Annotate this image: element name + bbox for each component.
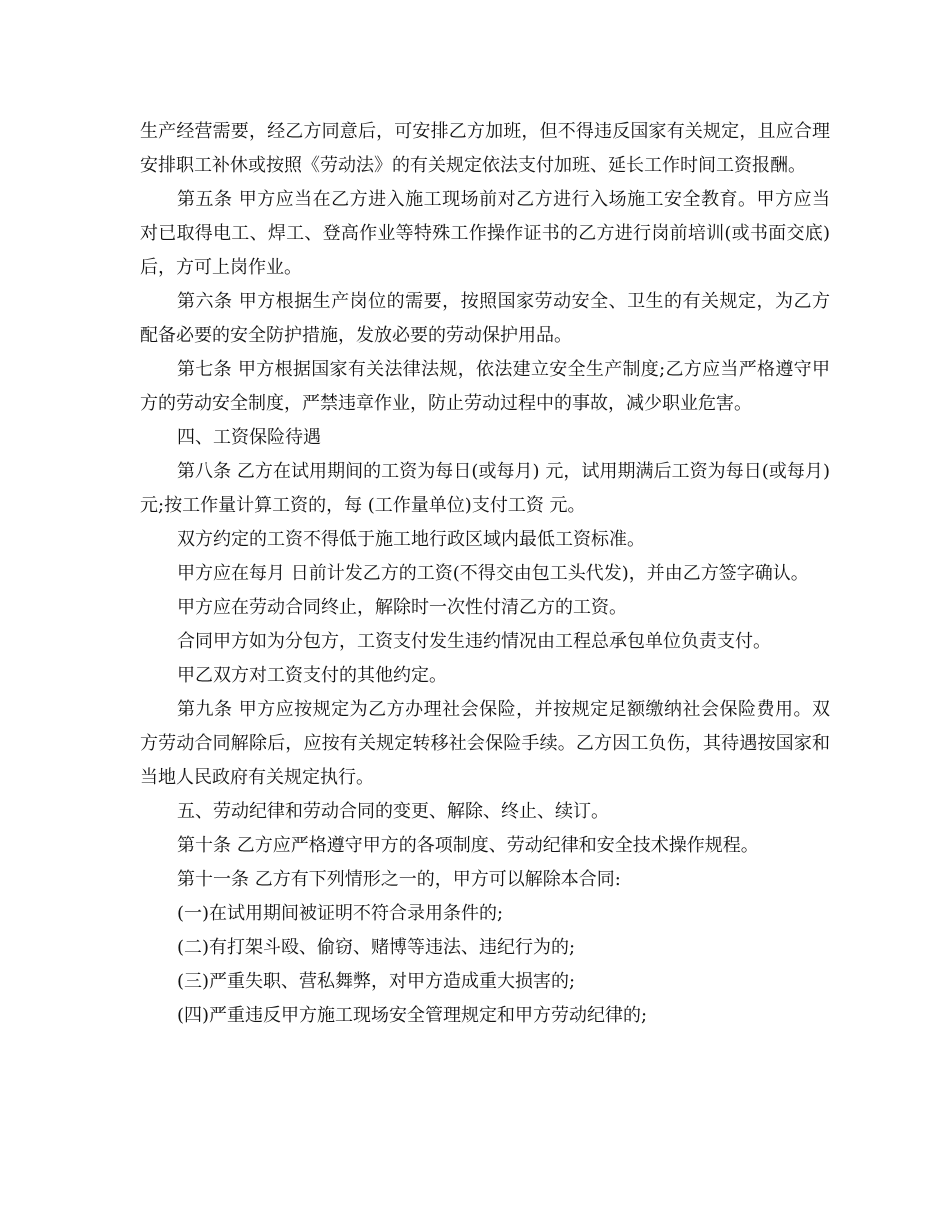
section-heading-wages-insurance: 四、工资保险待遇 (177, 427, 321, 448)
list-item-1: (一)在试用期间被证明不符合录用条件的; (177, 903, 504, 924)
list-item-3: (三)严重失职、营私舞弊，对甲方造成重大损害的; (177, 971, 576, 992)
paragraph-article-7: 第七条 甲方根据国家有关法律法规，依法建立安全生产制度;乙方应当严格遵守甲方的劳动安全制度，严禁违章作业，防止劳动过程中的事故，减少职业危害。 (140, 359, 830, 414)
paragraph-subcontractor-pay: 合同甲方如为分包方，工资支付发生违约情况由工程总承包单位负责支付。 (177, 631, 771, 652)
paragraph-article-11: 第十一条 乙方有下列情形之一的，甲方可以解除本合同: (177, 869, 621, 890)
paragraph-article-5: 第五条 甲方应当在乙方进入施工现场前对乙方进行入场施工安全教育。甲方应当对已取得电工、焊工、登高作业等特殊工作操作证书的乙方进行岗前培训(或书面交底)后，方可上岗作业。 (140, 189, 830, 278)
list-item-4: (四)严重违反甲方施工现场安全管理规定和甲方劳动纪律的; (177, 1005, 648, 1026)
document-body (140, 115, 830, 1033)
paragraph-final-pay: 甲方应在劳动合同终止，解除时一次性付清乙方的工资。 (177, 597, 627, 618)
list-item-2: (二)有打架斗殴、偷窃、赌博等违法、违纪行为的; (177, 937, 576, 958)
paragraph-article-10: 第十条 乙方应严格遵守甲方的各项制度、劳动纪律和安全技术操作规程。 (177, 835, 759, 856)
paragraph-article-9: 第九条 甲方应按规定为乙方办理社会保险，并按规定足额缴纳社会保险费用。双方劳动合同解除后，应按有关规定转移社会保险手续。乙方因工负伤，其待遇按国家和当地人民政府有关规定执行。 (140, 699, 830, 788)
paragraph-other-agreement: 甲乙双方对工资支付的其他约定。 (177, 665, 447, 686)
section-heading-labor-discipline: 五、劳动纪律和劳动合同的变更、解除、终止、续订。 (177, 801, 609, 822)
paragraph-article-6: 第六条 甲方根据生产岗位的需要，按照国家劳动安全、卫生的有关规定，为乙方配备必要的安全防护措施，发放必要的劳动保护用品。 (140, 291, 830, 346)
paragraph-minimum-wage: 双方约定的工资不得低于施工地行政区域内最低工资标准。 (177, 529, 645, 550)
paragraph-article-8: 第八条 乙方在试用期间的工资为每日(或每月) 元，试用期满后工资为每日(或每月) 元;按工作量计算工资的，每 (工作量单位)支付工资 元。 (140, 461, 830, 516)
paragraph-monthly-pay: 甲方应在每月 日前计发乙方的工资(不得交由包工头代发)，并由乙方签字确认。 (177, 563, 809, 584)
paragraph-overtime-continuation: 生产经营需要，经乙方同意后，可安排乙方加班，但不得违反国家有关规定，且应合理安排职工补休或按照《劳动法》的有关规定依法支付加班、延长工作时间工资报酬。 (140, 121, 830, 176)
